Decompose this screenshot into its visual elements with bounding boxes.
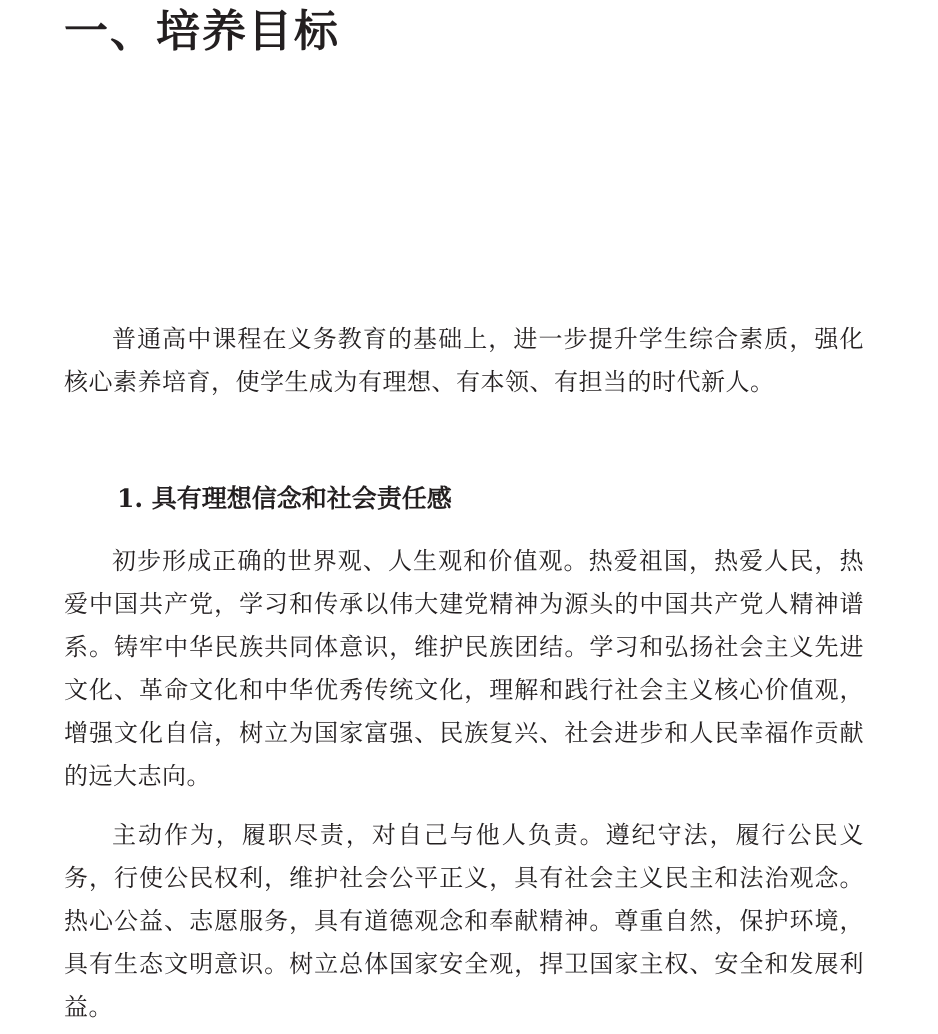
intro-paragraph: 普通高中课程在义务教育的基础上，进一步提升学生综合素质，强化核心素养培育，使学生成为有理想、有本领、有担当的时代新人。: [64, 325, 864, 396]
chapter-title: 一、培养目标: [64, 6, 340, 57]
body-paragraph: 初步形成正确的世界观、人生观和价值观。热爱祖国，热爱人民，热爱中国共产党，学习和传承以伟大建党精神为源头的中国共产党人精神谱系。铸牢中华民族共同体意识，维护民族团结。学习和弘扬社会主义先进文化、革命文化和中华优秀传统文化，理解和践行社会主义核心价值观，增强文化自信，树立为国家富强、民族复兴、社会进步和人民幸福作贡献的远大志向。: [64, 547, 864, 790]
section-heading: 1. 具有理想信念和社会责任感: [117, 484, 452, 513]
body-paragraph: 主动作为，履职尽责，对自己与他人负责。遵纪守法，履行公民义务，行使公民权利，维护社会公平正义，具有社会主义民主和法治观念。热心公益、志愿服务，具有道德观念和奉献精神。尊重自然，保护环境，具有生态文明意识。树立总体国家安全观，捍卫国家主权、安全和发展利益。: [64, 821, 864, 1021]
